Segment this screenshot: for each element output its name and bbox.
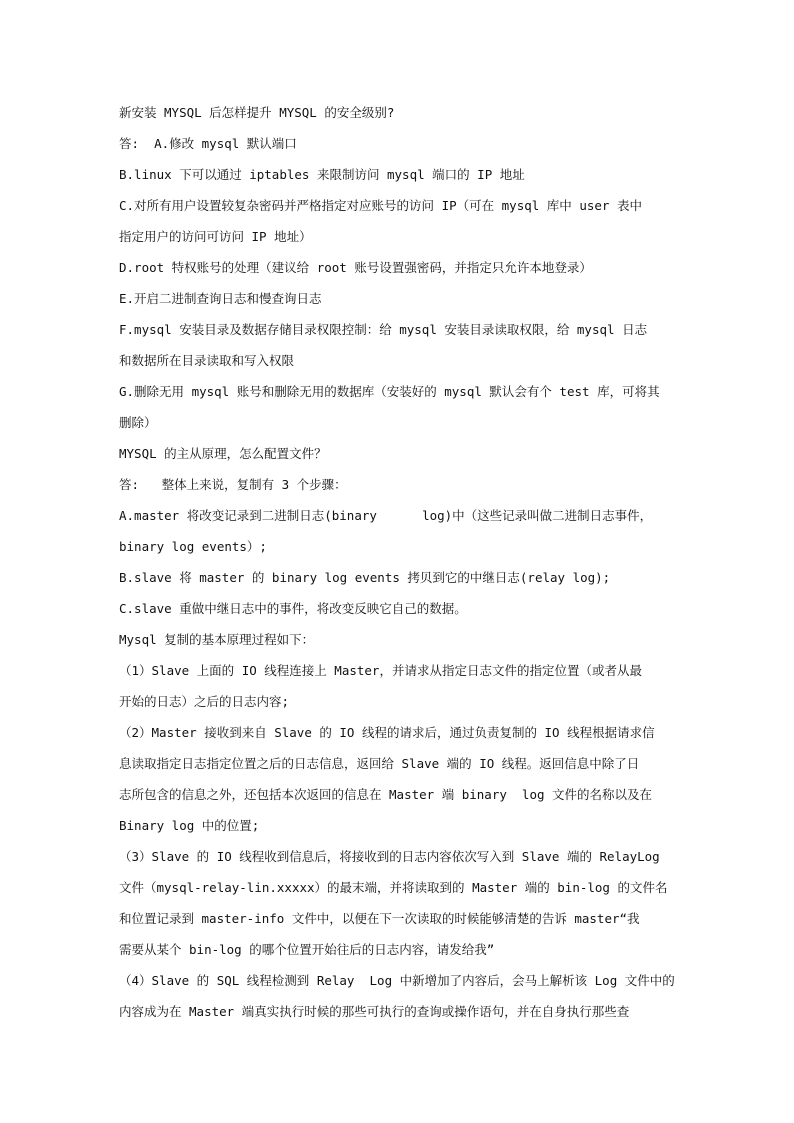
text-line: E.开启二进制查询日志和慢查询日志 [119, 291, 322, 306]
text-line: 内容成为在 Master 端真实执行时候的那些可执行的查询或操作语句，并在自身执行那些查 [119, 1004, 630, 1019]
text-line: 文件（mysql-relay-lin.xxxxx）的最末端，并将读取到的 Master 端的 bin-log 的文件名 [119, 880, 668, 895]
text-line: （1）Slave 上面的 IO 线程连接上 Master，并请求从指定日志文件的指定位置（或者从最 [119, 663, 642, 678]
question-title: MYSQL 的主从原理，怎么配置文件？ [119, 446, 327, 461]
text-line: 指定用户的访问可访问 IP 地址） [119, 229, 312, 244]
text-line: 息读取指定日志指定位置之后的日志信息，返回给 Slave 端的 IO 线程。返回信息中除了日 [119, 756, 640, 771]
text-line: （2）Master 接收到来自 Slave 的 IO 线程的请求后，通过负责复制的 IO 线程根据请求信 [119, 725, 655, 740]
text-line: （4）Slave 的 SQL 线程检测到 Relay Log 中新增加了内容后，会马上解析该 Log 文件中的 [119, 973, 675, 988]
text-line: binary log events）; [119, 539, 267, 554]
text-line: G.删除无用 mysql 账号和删除无用的数据库（安装好的 mysql 默认会有个 test 库，可将其 [119, 384, 660, 399]
text-line: 需要从某个 bin-log 的哪个位置开始往后的日志内容，请发给我” [119, 942, 495, 957]
answer-line: 答: A.修改 mysql 默认端口 [119, 136, 297, 151]
text-line: B.slave 将 master 的 binary log events 拷贝到它的中继日志(relay log); [119, 570, 611, 585]
text-line: F.mysql 安装目录及数据存储目录权限控制：给 mysql 安装目录读取权限，给 mysql 日志 [119, 322, 648, 337]
answer-line: 答: 整体上来说，复制有 3 个步骤： [119, 477, 347, 492]
text-line: 志所包含的信息之外，还包括本次返回的信息在 Master 端 binary log 文件的名称以及在 [119, 787, 653, 802]
text-line: C.slave 重做中继日志中的事件，将改变反映它自己的数据。 [119, 601, 467, 616]
text-line: 删除） [119, 415, 157, 430]
text-line: 开始的日志）之后的日志内容; [119, 694, 290, 709]
text-line: Binary log 中的位置; [119, 818, 260, 833]
text-line: B.linux 下可以通过 iptables 来限制访问 mysql 端口的 IP 地址 [119, 167, 525, 182]
text-line: A.master 将改变记录到二进制日志(binary log)中（这些记录叫做二进制日志事件， [119, 508, 653, 523]
text-line: D.root 特权账号的处理（建议给 root 账号设置强密码，并指定只允许本地登录） [119, 260, 592, 275]
question-title: 新安装 MYSQL 后怎样提升 MYSQL 的安全级别? [119, 105, 395, 120]
document-body [119, 97, 679, 1027]
text-line: （3）Slave 的 IO 线程收到信息后，将接收到的日志内容依次写入到 Slave 端的 RelayLog [119, 849, 660, 864]
text-line: Mysql 复制的基本原理过程如下： [119, 632, 315, 647]
text-line: 和数据所在目录读取和写入权限 [119, 353, 295, 368]
text-line: C.对所有用户设置较复杂密码并严格指定对应账号的访问 IP（可在 mysql 库中 user 表中 [119, 198, 642, 213]
text-line: 和位置记录到 master-info 文件中，以便在下一次读取的时候能够清楚的告诉 master“我 [119, 911, 640, 926]
